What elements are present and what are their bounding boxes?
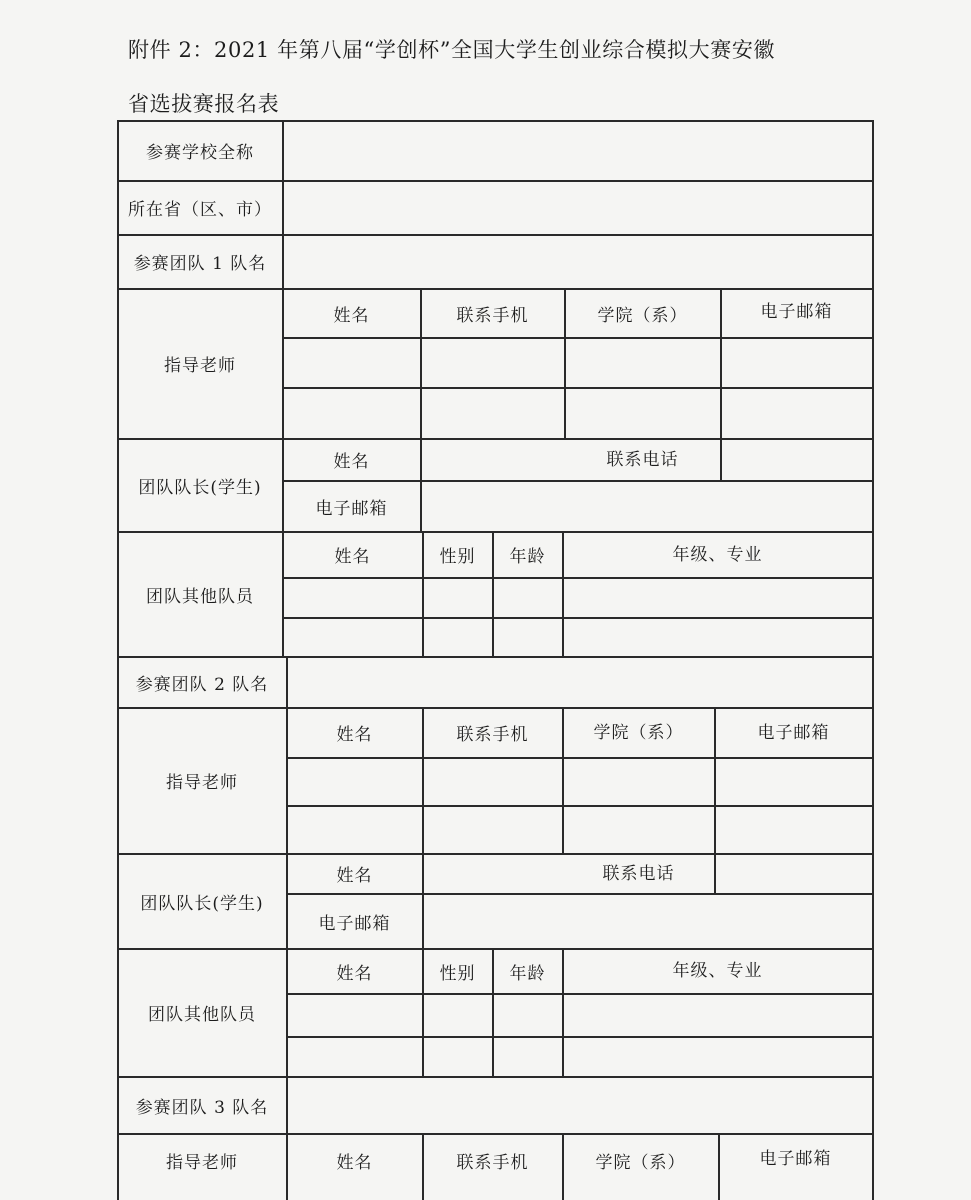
- members-header-name: 姓名: [336, 963, 373, 984]
- leader-phone-label: 联系电话: [606, 449, 679, 470]
- label-team2-members: 团队其他队员: [148, 1005, 256, 1025]
- members-header-gender: 性别: [439, 963, 476, 984]
- table-line: [286, 1036, 872, 1038]
- label-team2-name: 参赛团队 2 队名: [135, 674, 269, 695]
- table-line: [420, 438, 422, 531]
- team2-name-field[interactable]: [288, 657, 872, 707]
- header-name: 姓名: [336, 1152, 373, 1173]
- header-mobile: 联系手机: [456, 305, 529, 326]
- header-email: 电子邮箱: [757, 723, 830, 743]
- leader-email-label: 电子邮箱: [318, 913, 391, 934]
- members-header-age: 年龄: [509, 963, 546, 984]
- table-line: [282, 577, 872, 579]
- header-college: 学院（系）: [597, 305, 688, 326]
- header-mobile: 联系手机: [456, 725, 529, 745]
- leader-email-label: 电子邮箱: [315, 498, 388, 519]
- members-header-grade-major: 年级、专业: [672, 544, 763, 565]
- team1-name-field[interactable]: [284, 235, 872, 288]
- label-team1-leader: 团队队长(学生): [138, 477, 262, 498]
- label-team1-advisor: 指导老师: [164, 356, 236, 376]
- label-team2-advisor: 指导老师: [166, 773, 238, 793]
- label-team3-advisor: 指导老师: [166, 1152, 238, 1173]
- members-header-name: 姓名: [334, 547, 371, 567]
- table-line: [720, 438, 722, 480]
- table-line: [286, 993, 872, 995]
- table-border-right: [872, 120, 874, 1200]
- table-line: [282, 617, 872, 619]
- school-name-field[interactable]: [284, 121, 872, 180]
- table-line: [286, 805, 872, 807]
- header-name: 姓名: [336, 725, 373, 745]
- label-team1-name: 参赛团队 1 队名: [133, 254, 267, 274]
- label-team1-members: 团队其他队员: [146, 586, 254, 607]
- form-title-line1: 附件 2：2021 年第八届“学创杯”全国大学生创业综合模拟大赛安徽: [128, 38, 776, 62]
- header-email: 电子邮箱: [759, 1148, 832, 1169]
- header-name: 姓名: [333, 305, 370, 326]
- header-mobile: 联系手机: [456, 1152, 529, 1173]
- members-header-gender: 性别: [439, 547, 476, 567]
- label-school-full-name: 参赛学校全称: [146, 143, 254, 163]
- team3-name-field[interactable]: [288, 1077, 872, 1133]
- members-header-age: 年龄: [509, 547, 546, 567]
- header-college: 学院（系）: [595, 1152, 686, 1173]
- members-header-grade-major: 年级、专业: [672, 960, 763, 981]
- label-team3-name: 参赛团队 3 队名: [135, 1097, 269, 1118]
- label-team2-leader: 团队队长(学生): [140, 893, 264, 914]
- table-line: [286, 757, 872, 759]
- table-line: [714, 853, 716, 893]
- table-line: [422, 853, 424, 948]
- province-field[interactable]: [284, 181, 872, 234]
- leader-name-label: 姓名: [336, 866, 373, 886]
- header-college: 学院（系）: [593, 723, 684, 743]
- table-line: [282, 387, 872, 389]
- form-title-line2: 省选拔赛报名表: [128, 92, 280, 116]
- label-province: 所在省（区、市）: [128, 200, 272, 220]
- table-line: [282, 337, 872, 339]
- leader-phone-label: 联系电话: [602, 863, 675, 884]
- leader-name-label: 姓名: [333, 452, 370, 472]
- header-email: 电子邮箱: [760, 301, 833, 322]
